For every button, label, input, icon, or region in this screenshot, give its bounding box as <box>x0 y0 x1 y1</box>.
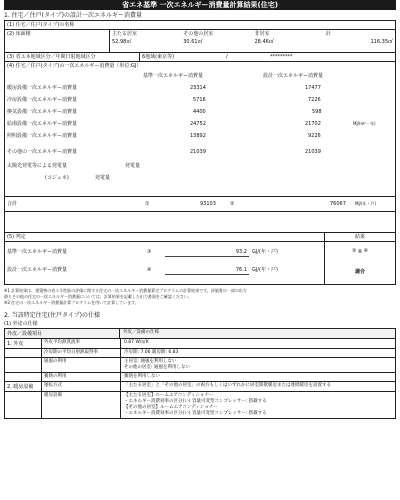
energy-row-other <box>5 146 395 158</box>
spec-item: 運転方式 <box>42 382 121 391</box>
section1-box <box>4 20 396 285</box>
cogen-row <box>5 172 395 184</box>
energy-row-std: 13892 <box>190 133 206 139</box>
spec-value: 【主たる居室】ルームエアコンディショナー ・エネルギー消費効率の区分(い) 容量可変型コンプレッサー: 搭載する 【その他の居室】ルームエアコンディショナー ・エネルギー消費効率の区分(い) 容量可変型コンプレッサー: 搭載する <box>124 393 267 416</box>
spec-value: 「主たる居室」と「その他の居室」の両方もしくはいずれかに居室間歇暖房または連続暖房を設置する <box>124 383 331 388</box>
energy-row-des: 7226 <box>308 97 321 103</box>
energy-row-lighting <box>5 130 395 142</box>
energy-row-hotwater <box>5 118 395 130</box>
floor-col-total-label: 計 <box>325 31 331 37</box>
judge-line1-label: 基準一次エネルギー消費量 <box>7 249 68 255</box>
cogen-label: (コジェネ) <box>45 175 69 181</box>
note-line-3: ※2 住宅の一次エネルギー消費量計算プログラムを用いて計算しています。 <box>4 300 139 305</box>
judge-label: (5) 判定 <box>7 234 26 240</box>
spec-value: 蓄熱を利用しない <box>124 374 160 379</box>
region-label: (3) 省エネ地域区分／年間日射地域区分 <box>5 53 140 61</box>
judge-result <box>324 242 395 284</box>
spec-row-6 <box>5 391 395 418</box>
energy-row-ventilation <box>5 106 395 118</box>
spec-item: 冷房期の平均日射熱取得率 <box>42 349 121 357</box>
section1-heading: 1. 住宅／住戸(タイプ)の設計一次エネルギー消費量 <box>4 12 143 19</box>
name-label: (1) 住宅／住戸(タイプ)の名称 <box>7 22 75 28</box>
spec-cat: 2. 暖房設備 <box>5 382 42 391</box>
floor-col-non-label: 非居室 <box>254 31 270 37</box>
spec-row-3 <box>5 357 395 372</box>
judge-body <box>5 241 395 284</box>
spec-cat <box>5 358 42 372</box>
spec-row-2 <box>5 348 395 357</box>
spec-row-4 <box>5 372 395 381</box>
floor-col-main <box>110 30 181 52</box>
energy-header-row <box>5 61 395 70</box>
judge-compare: ③ ≧ ④ <box>351 248 369 254</box>
section2-sub: (1) 外皮の仕様 <box>4 321 38 327</box>
spec-col-spec: 外皮／設備の仕様 <box>123 330 159 335</box>
document-page <box>4 0 396 419</box>
spec-col-category: 外皮／設備項目 <box>5 329 120 338</box>
spec-item: 蓄熱の利用 <box>42 373 121 381</box>
energy-row-des: 21702 <box>305 121 321 127</box>
total-label: 合計 <box>7 201 18 207</box>
section2-heading: 2. 当該特定住宅(住戸タイプ)の仕様 <box>4 312 101 319</box>
cogen-value-label: 発電量 <box>95 175 111 181</box>
energy-row-label: 換気設備一次エネルギー消費量 <box>7 109 78 115</box>
floor-col-non-value: 28.46㎡ <box>254 39 274 45</box>
spec-cat <box>5 349 42 357</box>
notes-block <box>4 288 396 306</box>
total-row <box>5 196 395 212</box>
spec-row-5 <box>5 381 395 391</box>
floor-col-other-label: その他の居室 <box>183 31 214 37</box>
energy-row-note: MJ/(m²・年) <box>353 121 376 126</box>
spec-table <box>4 328 396 419</box>
energy-row-std: 23314 <box>190 85 206 91</box>
judge-line1-unit: GJ/(年・戸) <box>252 249 278 255</box>
spec-header <box>5 329 395 338</box>
name-row <box>5 21 395 29</box>
floor-col-other-value: 30.61㎡ <box>183 39 203 45</box>
solar-row <box>5 160 395 172</box>
spec-cat <box>5 373 42 381</box>
col-design: 設計一次エネルギー消費量 <box>263 73 324 79</box>
judge-line2-unit: GJ/(年・戸) <box>252 267 278 273</box>
judge-line1-value: 93.2 <box>165 248 249 257</box>
judge-result-text: 適合 <box>354 269 365 275</box>
floor-col-other <box>181 30 252 52</box>
solar-value-label: 発電量 <box>125 163 141 169</box>
floor-label: (2) 床面積 <box>5 30 110 52</box>
energy-row-label: その他の一次エネルギー消費量 <box>7 149 78 155</box>
judge-line2-label: 設計一次エネルギー消費量 <box>7 267 68 273</box>
energy-label: (4) 住宅／住戸(タイプ)の一次エネルギー消費量（単位:GJ） <box>7 63 142 69</box>
total-unit: MJ/(年・戸) <box>355 201 377 206</box>
judge-lines <box>5 242 324 284</box>
region-sep: / <box>226 54 228 60</box>
spec-row-1 <box>5 338 395 348</box>
region-extra: ********* <box>270 54 293 60</box>
energy-row-std: 5716 <box>193 97 206 103</box>
total-des: 76067 <box>330 201 346 207</box>
judge-line2-value: 76.1 <box>165 266 249 275</box>
energy-row-heating <box>5 82 395 94</box>
spec-item: 通風の利用 <box>42 358 121 372</box>
spec-value: 冷房期: 7.06 暖房期: 6.83 <box>124 350 179 355</box>
floor-col-total <box>324 30 395 52</box>
region-value: 6地域(東京等) <box>142 54 175 60</box>
energy-row-label: 照明設備一次エネルギー消費量 <box>7 133 78 139</box>
note-line-2: 値とその他の住宅の一次エネルギー消費量については、計算結果を記載した出力書面をご確認ください。 <box>4 294 192 299</box>
floor-col-main-value: 52.98㎡ <box>112 39 132 45</box>
floor-row <box>5 29 395 52</box>
energy-row-label: 冷房設備一次エネルギー消費量 <box>7 97 78 103</box>
total-mark2: ② <box>230 201 235 207</box>
spec-item: 暖房設備 <box>42 392 121 418</box>
spec-item: 外皮平均熱貫流率 <box>42 339 121 348</box>
energy-row-des: 598 <box>312 109 322 115</box>
energy-row-des: 9226 <box>308 133 321 139</box>
judge-header <box>5 232 395 241</box>
judge-result-label: 結果 <box>324 233 395 241</box>
floor-col-total-value: 116.35㎡ <box>370 39 393 45</box>
document-title: 省エネ基準 一次エネルギー消費量計算結果(住宅) <box>4 0 396 10</box>
energy-row-std: 4400 <box>193 109 206 115</box>
floor-col-main-label: 主たる居室 <box>112 31 138 37</box>
floor-grid <box>110 30 395 52</box>
energy-row-std: 24752 <box>190 121 206 127</box>
col-standard: 基準一次エネルギー消費量 <box>143 73 204 79</box>
judge-line1-mark: ③ <box>147 249 152 255</box>
region-row <box>5 52 395 61</box>
energy-row-label: 給湯設備一次エネルギー消費量 <box>7 121 78 127</box>
spec-cat <box>5 392 42 418</box>
judge-line2-mark: ④ <box>147 267 152 273</box>
energy-row-std: 21039 <box>190 149 206 155</box>
solar-label: 太陽光発電等による発電量 <box>7 163 68 169</box>
total-std: 93103 <box>200 201 216 207</box>
spec-value: 0.87 W/㎡K <box>124 340 149 345</box>
energy-row-cooling <box>5 94 395 106</box>
spec-cat: 1. 外皮 <box>5 339 42 348</box>
energy-table <box>5 70 395 232</box>
spec-value: 主居室: 通風を利用しない その他の居室: 通風を利用しない <box>124 359 190 370</box>
energy-row-des: 21039 <box>305 149 321 155</box>
floor-col-non <box>253 30 324 52</box>
total-mark1: ① <box>145 201 150 207</box>
energy-row-des: 17477 <box>305 85 321 91</box>
energy-row-label: 暖房設備一次エネルギー消費量 <box>7 85 78 91</box>
note-line-1: ※1 計算結果は、建築物の省エネ性能の評価に関する住宅の一次エネルギー消費量算定プログラムの計算結果です。評価書の一部の出力 <box>4 288 247 293</box>
